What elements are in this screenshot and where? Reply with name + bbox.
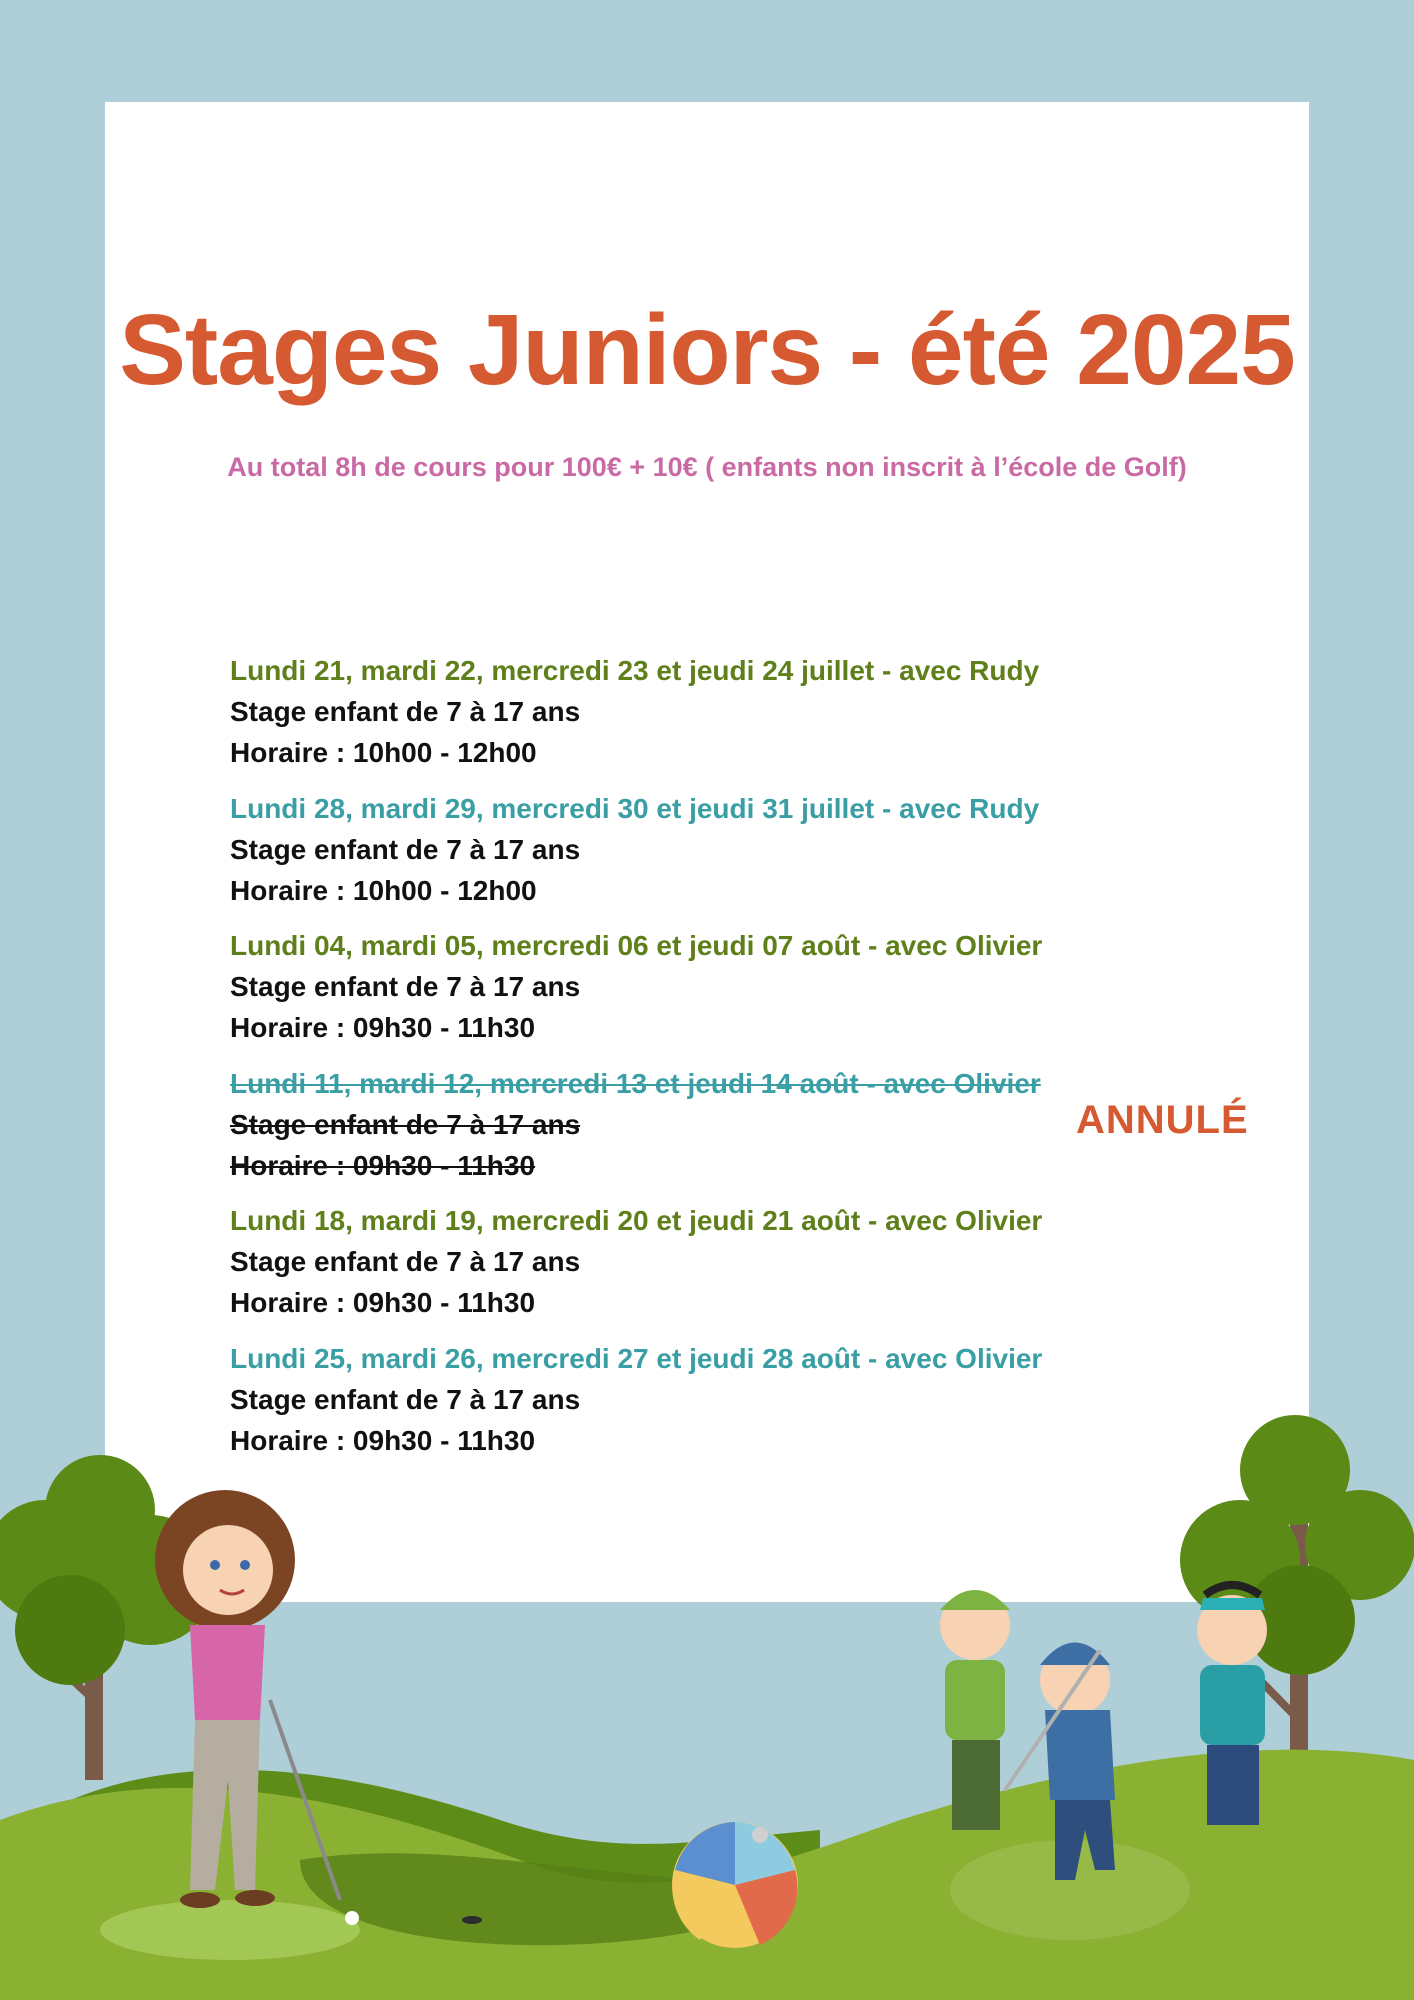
session-3	[230, 925, 1090, 1063]
session-hours: Horaire : 09h30 - 11h30	[230, 1287, 536, 1318]
session-dates: Lundi 25, mardi 26, mercredi 27 et jeudi 28 août - avec Olivier	[230, 1342, 1043, 1374]
session-dates: Lundi 28, mardi 29, mercredi 30 et jeudi 31 juillet - avec Rudy	[230, 792, 1040, 824]
session-dates: Lundi 21, mardi 22, mercredi 23 et jeudi 24 juillet - avec Rudy	[230, 655, 1040, 686]
sessions-list	[230, 650, 1090, 1475]
session-audience: Stage enfant de 7 à 17 ans	[230, 1246, 581, 1277]
session-hours: Horaire : 09h30 - 11h30	[230, 1424, 536, 1456]
page-title: Stages Juniors - été 2025	[119, 294, 1295, 406]
beach-ball-icon	[672, 1822, 798, 1948]
session-audience: Stage enfant de 7 à 17 ans	[230, 1383, 581, 1415]
session-dates: Lundi 11, mardi 12, mercredi 13 et jeudi 14 août - avec Olivier	[230, 1067, 1041, 1099]
golf-course-illustration	[0, 1400, 1414, 2000]
session-hours: Horaire : 10h00 - 12h00	[230, 737, 537, 768]
session-4-cancelled	[230, 1063, 1090, 1201]
session-audience: Stage enfant de 7 à 17 ans	[230, 696, 581, 727]
price-subtitle: Au total 8h de cours pour 100€ + 10€ ( enfants non inscrit à l’école de Golf)	[227, 452, 1187, 482]
session-1	[230, 650, 1090, 788]
tree-icon	[0, 1455, 215, 1780]
cancelled-label: ANNULÉ	[1076, 1098, 1249, 1142]
session-hours: Horaire : 09h30 - 11h30	[230, 1012, 536, 1043]
session-dates: Lundi 04, mardi 05, mercredi 06 et jeudi 07 août - avec Olivier	[230, 930, 1043, 961]
session-hours: Horaire : 09h30 - 11h30	[230, 1149, 536, 1181]
session-audience: Stage enfant de 7 à 17 ans	[230, 833, 581, 865]
session-audience: Stage enfant de 7 à 17 ans	[230, 1108, 581, 1140]
session-audience: Stage enfant de 7 à 17 ans	[230, 971, 581, 1002]
session-2	[230, 788, 1090, 926]
session-dates: Lundi 18, mardi 19, mercredi 20 et jeudi 21 août - avec Olivier	[230, 1205, 1043, 1236]
session-hours: Horaire : 10h00 - 12h00	[230, 874, 537, 906]
session-5	[230, 1200, 1090, 1338]
